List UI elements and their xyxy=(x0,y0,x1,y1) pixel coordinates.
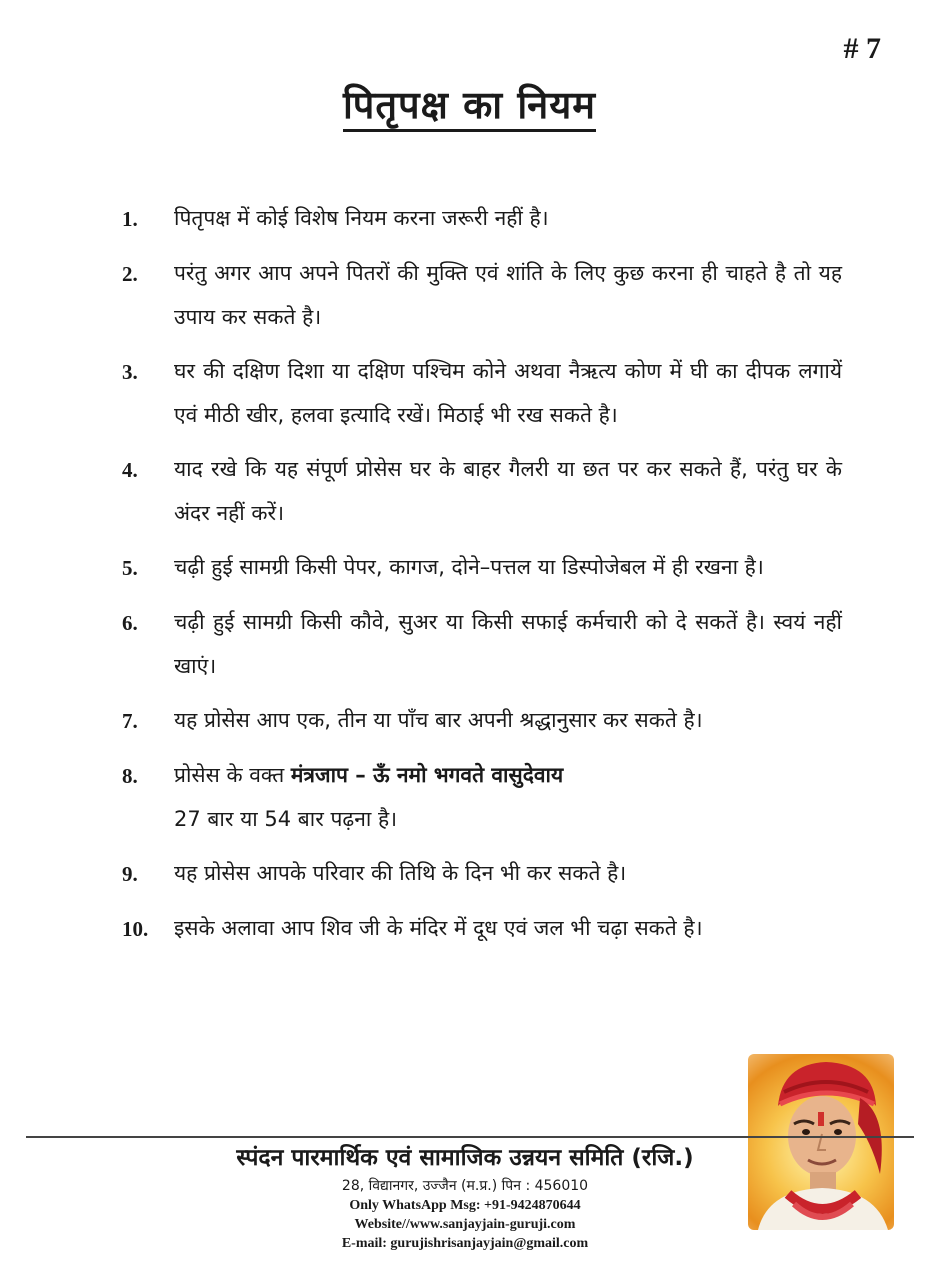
email-link[interactable]: E-mail: gurujishrisanjayjain@gmail.com xyxy=(341,1236,589,1251)
rules-list xyxy=(122,196,842,961)
list-item xyxy=(122,851,842,896)
mantra-text: मंत्रजाप – ऊँ नमो भगवते वासुदेवाय xyxy=(290,763,564,787)
rule-number: 8. xyxy=(122,764,138,788)
rule-text: परंतु अगर आप अपने पितरों की मुक्ति एवं शांति के लिए कुछ करना ही चाहते है तो यह उपाय कर सकते है। xyxy=(174,261,842,329)
rule-number: 7. xyxy=(122,709,138,733)
rule-text: यह प्रोसेस आपके परिवार की तिथि के दिन भी कर सकते है। xyxy=(174,861,627,885)
list-item xyxy=(122,753,842,841)
rule-number: 1. xyxy=(122,207,138,231)
footer xyxy=(150,1140,780,1253)
rule-number: 9. xyxy=(122,862,138,886)
list-item xyxy=(122,906,842,951)
list-item xyxy=(122,447,842,535)
rule-text: याद रखे कि यह संपूर्ण प्रोसेस घर के बाहर गैलरी या छत पर कर सकते हैं, परंतु घर के अंदर नहीं करें। xyxy=(174,457,842,525)
whatsapp-contact: Only WhatsApp Msg: +91-9424870644 xyxy=(349,1198,581,1213)
list-item xyxy=(122,349,842,437)
rule-text: चढ़ी हुई सामग्री किसी कौवे, सुअर या किसी सफाई कर्मचारी को दे सकतें है। स्वयं नहीं खाएं। xyxy=(174,610,842,678)
rule-text xyxy=(174,753,842,841)
rule-number: 4. xyxy=(122,458,138,482)
organization-name: स्पंदन पारमार्थिक एवं सामाजिक उन्नयन समिति (रजि.) xyxy=(236,1145,694,1171)
rule-number: 6. xyxy=(122,611,138,635)
rule-number: 10. xyxy=(122,917,149,941)
rule-text: घर की दक्षिण दिशा या दक्षिण पश्चिम कोने अथवा नैऋत्य कोण में घी का दीपक लगायें एवं मीठी खीर, हलवा इत्यादि रखें। मिठाई भी रख सकते है। xyxy=(174,359,842,427)
rule-text-prefix: प्रोसेस के वक्त xyxy=(174,763,285,787)
page-title: पितृपक्ष का नियम xyxy=(343,83,596,132)
website-link[interactable]: Website//www.sanjayjain-guruji.com xyxy=(354,1217,576,1232)
rule-text: पितृपक्ष में कोई विशेष नियम करना जरूरी नहीं है। xyxy=(174,206,549,230)
list-item xyxy=(122,600,842,688)
footer-divider xyxy=(26,1136,914,1138)
rule-text: यह प्रोसेस आप एक, तीन या पाँच बार अपनी श्रद्धानुसार कर सकते है। xyxy=(174,708,703,732)
list-item xyxy=(122,698,842,743)
rule-number: 5. xyxy=(122,556,138,580)
rule-text-suffix: 27 बार या 54 बार पढ़ना है। xyxy=(174,807,398,831)
address: 28, विद्यानगर, उज्जैन (म.प्र.) पिन : 456010 xyxy=(341,1178,589,1194)
rule-number: 2. xyxy=(122,262,138,286)
rule-text: चढ़ी हुई सामग्री किसी पेपर, कागज, दोने–पत्तल या डिस्पोजेबल में ही रखना है। xyxy=(174,555,764,579)
list-item xyxy=(122,251,842,339)
list-item xyxy=(122,545,842,590)
rule-number: 3. xyxy=(122,360,138,384)
list-item xyxy=(122,196,842,241)
page-title-block xyxy=(0,78,939,130)
page-number: # 7 xyxy=(843,32,881,65)
rule-text: इसके अलावा आप शिव जी के मंदिर में दूध एवं जल भी चढ़ा सकते है। xyxy=(174,916,703,940)
